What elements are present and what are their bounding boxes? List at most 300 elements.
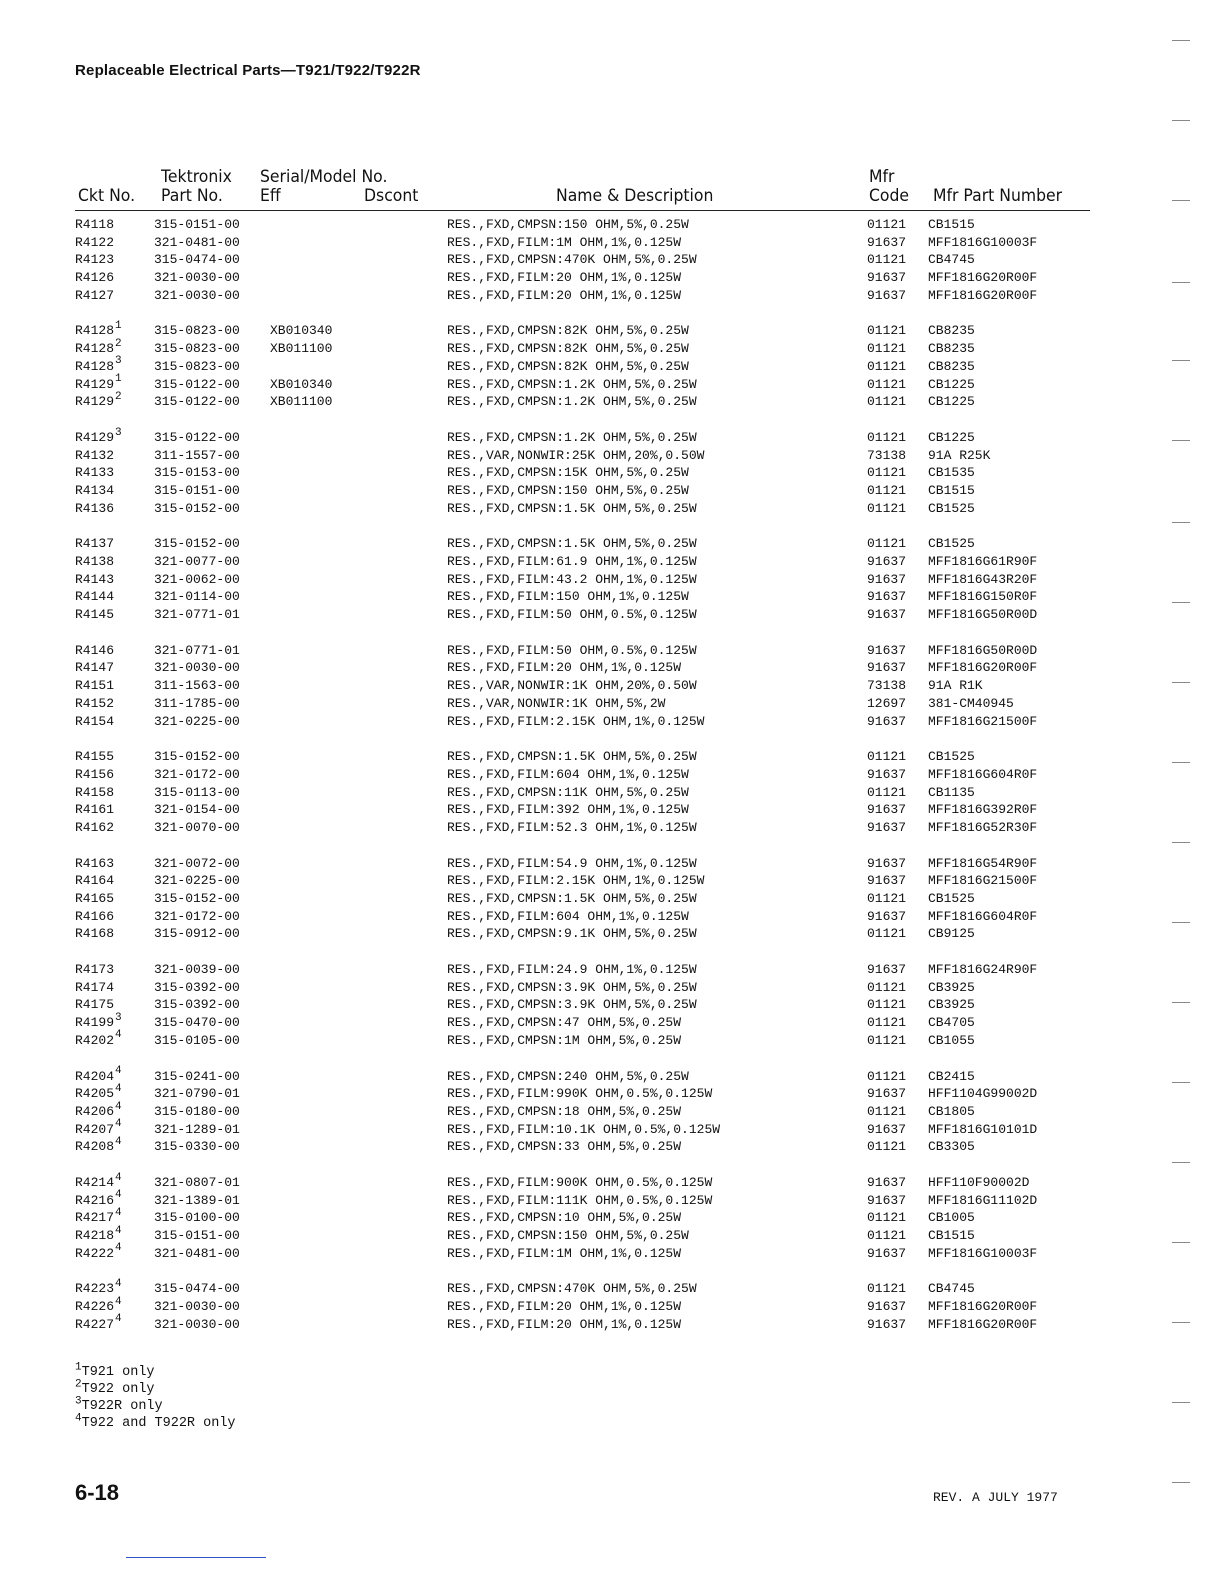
circuit-number	[75, 748, 114, 766]
name-description: RES.,FXD,CMPSN:1.2K OHM,5%,0.25W	[447, 429, 697, 445]
tektronix-part-number: 321-0481-00	[154, 1245, 240, 1261]
name-description: RES.,FXD,CMPSN:3.9K OHM,5%,0.25W	[447, 997, 697, 1013]
circuit-number-text: R4175	[75, 997, 115, 1013]
circuit-number-text: R4123	[75, 252, 115, 268]
circuit-number-text: R4136	[75, 500, 115, 516]
parts-table-body	[0, 216, 1224, 1351]
bottom-underline	[126, 1557, 266, 1558]
mfr-code: 12697	[867, 695, 907, 711]
footnote-mark: 4	[115, 1065, 122, 1078]
circuit-number	[75, 642, 114, 660]
mfr-code: 91637	[867, 802, 907, 818]
circuit-number	[75, 695, 114, 713]
tektronix-part-number: 321-0771-01	[154, 642, 240, 658]
circuit-number-text: R4128	[75, 358, 115, 374]
circuit-number	[75, 251, 114, 269]
mfr-code: 01121	[867, 1103, 907, 1119]
mfr-part-number: CB1225	[928, 376, 975, 392]
circuit-number-text: R4163	[75, 855, 115, 871]
mfr-code: 01121	[867, 997, 907, 1013]
mfr-code: 01121	[867, 1068, 907, 1084]
circuit-number-text: R4145	[75, 607, 115, 623]
mfr-code: 01121	[867, 429, 907, 445]
mfr-code: 91637	[867, 607, 907, 623]
footnote-mark: 4	[115, 1118, 122, 1131]
header-dscont: Dscont	[364, 186, 419, 206]
circuit-number	[75, 925, 114, 943]
margin-mark	[1172, 842, 1190, 843]
tektronix-part-number: 321-0039-00	[154, 962, 240, 978]
footnote-mark: 4	[115, 1171, 122, 1184]
tektronix-part-number: 311-1557-00	[154, 447, 240, 463]
table-row	[0, 1242, 1224, 1263]
circuit-number	[75, 1313, 122, 1334]
table-row	[0, 251, 1224, 269]
mfr-part-number: HFF110F90002D	[928, 1174, 1030, 1190]
mfr-part-number: MFF1816G20R00F	[928, 1299, 1038, 1315]
serial-eff: XB011100	[270, 394, 333, 410]
tektronix-part-number: 321-0030-00	[154, 1299, 240, 1315]
serial-eff: XB010340	[270, 323, 333, 339]
name-description: RES.,FXD,FILM:20 OHM,1%,0.125W	[447, 1299, 682, 1315]
circuit-number-text: R4202	[75, 1032, 115, 1048]
tektronix-part-number: 315-0152-00	[154, 891, 240, 906]
serial-eff: XB011100	[270, 341, 333, 357]
footnote-mark: 3	[115, 355, 122, 368]
table-row	[0, 535, 1224, 553]
name-description: RES.,FXD,CMPSN:1.2K OHM,5%,0.25W	[447, 376, 697, 392]
name-description: RES.,FXD,CMPSN:3.9K OHM,5%,0.25W	[447, 979, 697, 995]
circuit-number	[75, 269, 114, 287]
tektronix-part-number: 321-1389-01	[154, 1192, 240, 1208]
mfr-code: 01121	[867, 465, 907, 481]
mfr-code: 91637	[867, 270, 907, 286]
margin-mark	[1172, 120, 1190, 121]
table-row	[0, 390, 1224, 411]
footnote-mark: 4	[115, 1100, 122, 1113]
mfr-code: 73138	[867, 678, 907, 694]
tektronix-part-number: 321-0172-00	[154, 766, 240, 782]
mfr-code: 01121	[867, 1228, 907, 1243]
name-description: RES.,FXD,FILM:20 OHM,1%,0.125W	[447, 287, 682, 303]
footnote-mark: 4	[115, 1082, 122, 1095]
name-description: RES.,FXD,FILM:20 OHM,1%,0.125W	[447, 270, 682, 286]
row-group	[0, 426, 1224, 517]
table-row	[0, 784, 1224, 802]
mfr-part-number: MFF1816G20R00F	[928, 660, 1038, 676]
table-row	[0, 979, 1224, 997]
footnote-mark: 4	[115, 1295, 122, 1308]
header-tektronix: Tektronix	[161, 167, 232, 187]
name-description: RES.,FXD,CMPSN:150 OHM,5%,0.25W	[447, 482, 689, 498]
tektronix-part-number: 315-0823-00	[154, 323, 240, 339]
header-part-no: Part No.	[161, 186, 223, 206]
row-group	[0, 642, 1224, 730]
tektronix-part-number: 321-0062-00	[154, 571, 240, 587]
tektronix-part-number: 311-1563-00	[154, 678, 240, 694]
margin-mark	[1172, 1002, 1190, 1003]
mfr-part-number: CB3305	[928, 1139, 975, 1155]
circuit-number	[75, 571, 114, 589]
mfr-code: 73138	[867, 447, 907, 463]
table-row	[0, 426, 1224, 447]
mfr-code: 91637	[867, 1245, 907, 1261]
footnote-mark: 1	[115, 373, 122, 386]
mfr-code: 01121	[867, 217, 907, 232]
name-description: RES.,FXD,CMPSN:82K OHM,5%,0.25W	[447, 358, 689, 374]
mfr-code: 91637	[867, 1121, 907, 1137]
name-description: RES.,FXD,CMPSN:11K OHM,5%,0.25W	[447, 784, 689, 800]
name-description: RES.,FXD,FILM:20 OHM,1%,0.125W	[447, 1316, 682, 1332]
mfr-code: 91637	[867, 571, 907, 587]
margin-mark	[1172, 360, 1190, 361]
margin-mark	[1172, 1402, 1190, 1403]
name-description: RES.,FXD,FILM:1M OHM,1%,0.125W	[447, 1245, 682, 1261]
mfr-code: 01121	[867, 1032, 907, 1048]
circuit-number	[75, 1242, 122, 1263]
mfr-code: 91637	[867, 589, 907, 605]
circuit-number-text: R4143	[75, 571, 115, 587]
header-name-description: Name & Description	[556, 186, 714, 206]
circuit-number-text: R4134	[75, 482, 115, 498]
margin-mark	[1172, 40, 1190, 41]
footnote: $^3$T922R only	[75, 1395, 163, 1414]
table-row	[0, 464, 1224, 482]
mfr-code: 01121	[867, 979, 907, 995]
mfr-part-number: CB9125	[928, 926, 975, 942]
footnote-mark: 4	[115, 1206, 122, 1219]
mfr-code: 01121	[867, 891, 907, 906]
margin-mark	[1172, 922, 1190, 923]
tektronix-part-number: 315-0392-00	[154, 997, 240, 1013]
tektronix-part-number: 315-0122-00	[154, 394, 240, 410]
circuit-number	[75, 890, 114, 908]
tektronix-part-number: 315-0100-00	[154, 1210, 240, 1226]
name-description: RES.,FXD,FILM:54.9 OHM,1%,0.125W	[447, 855, 697, 871]
tektronix-part-number: 321-0077-00	[154, 554, 240, 569]
circuit-number	[75, 659, 114, 677]
name-description: RES.,FXD,FILM:990K OHM,0.5%,0.125W	[447, 1086, 713, 1102]
circuit-number	[75, 447, 114, 465]
table-row	[0, 287, 1224, 305]
mfr-code: 91637	[867, 908, 907, 924]
page-title: Replaceable Electrical Parts—T921/T922/T922R	[75, 62, 421, 79]
row-group	[0, 1280, 1224, 1333]
header-ckt-no: Ckt No.	[78, 186, 136, 206]
table-row	[0, 216, 1224, 234]
circuit-number	[75, 287, 114, 305]
footnote-mark: 3	[115, 1011, 122, 1024]
footnote-mark: 4	[115, 1278, 122, 1291]
circuit-number-text: R4147	[75, 660, 115, 676]
mfr-code: 01121	[867, 252, 907, 268]
table-row	[0, 642, 1224, 660]
mfr-code: 01121	[867, 482, 907, 498]
footnote-mark: 4	[115, 1189, 122, 1202]
circuit-number	[75, 482, 114, 500]
tektronix-part-number: 315-0392-00	[154, 979, 240, 995]
row-group	[0, 322, 1224, 410]
circuit-number-text: R4173	[75, 962, 115, 978]
circuit-number-text: R4146	[75, 642, 115, 658]
tektronix-part-number: 321-0225-00	[154, 713, 240, 729]
row-group	[0, 535, 1224, 623]
mfr-part-number: CB8235	[928, 358, 975, 374]
name-description: RES.,FXD,CMPSN:1.5K OHM,5%,0.25W	[447, 891, 697, 906]
table-row	[0, 659, 1224, 677]
circuit-number-text: R4154	[75, 713, 115, 729]
table-row	[0, 748, 1224, 766]
name-description: RES.,FXD,FILM:900K OHM,0.5%,0.125W	[447, 1174, 713, 1190]
mfr-part-number: MFF1816G11102D	[928, 1192, 1038, 1208]
tektronix-part-number: 315-0823-00	[154, 341, 240, 357]
tektronix-part-number: 321-0030-00	[154, 1316, 240, 1332]
circuit-number	[75, 1029, 122, 1050]
margin-mark	[1172, 440, 1190, 441]
name-description: RES.,FXD,FILM:20 OHM,1%,0.125W	[447, 660, 682, 676]
circuit-number-text: R4128	[75, 323, 115, 339]
tektronix-part-number: 321-0030-00	[154, 270, 240, 286]
circuit-number-text: R4133	[75, 465, 115, 481]
circuit-number-text: R4226	[75, 1299, 115, 1315]
mfr-code: 91637	[867, 873, 907, 889]
name-description: RES.,FXD,CMPSN:47 OHM,5%,0.25W	[447, 1015, 682, 1031]
circuit-number-text: R4161	[75, 802, 115, 818]
header-mfr: Mfr	[869, 167, 895, 187]
table-row	[0, 1118, 1224, 1139]
mfr-code: 91637	[867, 554, 907, 569]
circuit-number-text: R4138	[75, 554, 115, 569]
tektronix-part-number: 315-0330-00	[154, 1139, 240, 1155]
table-row	[0, 337, 1224, 358]
table-row	[0, 872, 1224, 890]
mfr-code: 91637	[867, 1192, 907, 1208]
circuit-number-text: R4164	[75, 873, 115, 889]
margin-mark	[1172, 762, 1190, 763]
tektronix-part-number: 315-0470-00	[154, 1015, 240, 1031]
table-row	[0, 996, 1224, 1014]
circuit-number	[75, 872, 114, 890]
mfr-part-number: CB4745	[928, 1281, 975, 1297]
name-description: RES.,FXD,CMPSN:18 OHM,5%,0.25W	[447, 1103, 682, 1119]
header-rule	[75, 210, 1090, 211]
circuit-number-text: R4205	[75, 1086, 115, 1102]
circuit-number-text: R4214	[75, 1174, 115, 1190]
circuit-number-text: R4222	[75, 1245, 115, 1261]
tektronix-part-number: 321-0807-01	[154, 1174, 240, 1190]
margin-mark	[1172, 1082, 1190, 1083]
circuit-number-text: R4216	[75, 1192, 115, 1208]
circuit-number-text: R4165	[75, 891, 115, 906]
name-description: RES.,FXD,CMPSN:240 OHM,5%,0.25W	[447, 1068, 689, 1084]
tektronix-part-number: 315-0152-00	[154, 749, 240, 765]
mfr-part-number: MFF1816G20R00F	[928, 287, 1038, 303]
circuit-number-text: R4206	[75, 1103, 115, 1119]
table-row	[0, 588, 1224, 606]
name-description: RES.,FXD,FILM:2.15K OHM,1%,0.125W	[447, 873, 705, 889]
mfr-code: 91637	[867, 962, 907, 978]
header-mfr-part-number: Mfr Part Number	[933, 186, 1063, 206]
footnote-mark: 4	[115, 1313, 122, 1326]
circuit-number	[75, 855, 114, 873]
mfr-code: 01121	[867, 358, 907, 374]
circuit-number-text: R4118	[75, 217, 115, 232]
circuit-number	[75, 677, 114, 695]
row-group	[0, 216, 1224, 304]
circuit-number-text: R4128	[75, 341, 115, 357]
mfr-code: 91637	[867, 1316, 907, 1332]
table-row	[0, 322, 1224, 340]
circuit-number-text: R4156	[75, 766, 115, 782]
table-row	[0, 606, 1224, 624]
name-description: RES.,FXD,FILM:61.9 OHM,1%,0.125W	[447, 554, 697, 569]
tektronix-part-number: 321-0172-00	[154, 908, 240, 924]
name-description: RES.,VAR,NONWIR:1K OHM,5%,2W	[447, 695, 666, 711]
circuit-number-text: R4207	[75, 1121, 115, 1137]
circuit-number-text: R4166	[75, 908, 115, 924]
circuit-number-text: R4162	[75, 819, 115, 835]
mfr-part-number: CB4745	[928, 252, 975, 268]
tektronix-part-number: 321-0154-00	[154, 802, 240, 818]
circuit-number	[75, 390, 122, 411]
name-description: RES.,FXD,CMPSN:470K OHM,5%,0.25W	[447, 1281, 697, 1297]
mfr-code: 91637	[867, 1086, 907, 1102]
tektronix-part-number: 315-0241-00	[154, 1068, 240, 1084]
page-number: 6-18	[75, 1480, 120, 1505]
footnotes	[75, 1361, 236, 1432]
circuit-number-text: R4151	[75, 678, 115, 694]
name-description: RES.,FXD,FILM:50 OHM,0.5%,0.125W	[447, 607, 697, 623]
mfr-code: 01121	[867, 1015, 907, 1031]
mfr-code: 91637	[867, 642, 907, 658]
mfr-part-number: 91A R1K	[928, 678, 983, 694]
table-row	[0, 925, 1224, 943]
table-row	[0, 1313, 1224, 1334]
circuit-number	[75, 961, 114, 979]
mfr-code: 01121	[867, 536, 907, 552]
mfr-code: 01121	[867, 394, 907, 410]
name-description: RES.,FXD,CMPSN:10 OHM,5%,0.25W	[447, 1210, 682, 1226]
footnote-mark: 1	[115, 320, 122, 333]
mfr-part-number: CB1515	[928, 482, 975, 498]
circuit-number	[75, 535, 114, 553]
table-row	[0, 1082, 1224, 1103]
table-row	[0, 1206, 1224, 1227]
table-row	[0, 890, 1224, 908]
mfr-part-number: CB3925	[928, 979, 975, 995]
footnote-mark: 4	[115, 1029, 122, 1042]
table-row	[0, 766, 1224, 784]
table-row	[0, 373, 1224, 394]
mfr-part-number: HFF1104G99002D	[928, 1086, 1038, 1102]
table-row	[0, 819, 1224, 837]
mfr-code: 91637	[867, 855, 907, 871]
tektronix-part-number: 315-0152-00	[154, 500, 240, 516]
footnote-mark: 2	[115, 337, 122, 350]
mfr-part-number: MFF1816G10003F	[928, 234, 1038, 250]
tektronix-part-number: 311-1785-00	[154, 695, 240, 711]
circuit-number	[75, 801, 114, 819]
circuit-number	[75, 1135, 122, 1156]
mfr-part-number: MFF1816G21500F	[928, 873, 1038, 889]
mfr-code: 01121	[867, 1139, 907, 1155]
table-row	[0, 269, 1224, 287]
circuit-number	[75, 996, 114, 1014]
name-description: RES.,VAR,NONWIR:1K OHM,20%,0.50W	[447, 678, 697, 694]
mfr-part-number: MFF1816G150R0F	[928, 589, 1038, 605]
table-row	[0, 677, 1224, 695]
footnote-mark: 3	[115, 426, 122, 439]
tektronix-part-number: 321-0225-00	[154, 873, 240, 889]
mfr-part-number: MFF1816G20R00F	[928, 1316, 1038, 1332]
mfr-part-number: CB1525	[928, 536, 975, 552]
tektronix-part-number: 315-0151-00	[154, 217, 240, 232]
tektronix-part-number: 315-0912-00	[154, 926, 240, 942]
mfr-part-number: CB1225	[928, 429, 975, 445]
mfr-part-number: MFF1816G43R20F	[928, 571, 1038, 587]
name-description: RES.,FXD,CMPSN:150 OHM,5%,0.25W	[447, 1228, 689, 1243]
footnote-mark: 4	[115, 1224, 122, 1237]
footnote-mark: 2	[115, 390, 122, 403]
mfr-part-number: CB1135	[928, 784, 975, 800]
circuit-number-text: R4168	[75, 926, 115, 942]
mfr-part-number: MFF1816G50R00D	[928, 642, 1038, 658]
circuit-number	[75, 234, 114, 252]
circuit-number	[75, 216, 114, 234]
table-row	[0, 447, 1224, 465]
circuit-number	[75, 713, 114, 731]
name-description: RES.,FXD,FILM:2.15K OHM,1%,0.125W	[447, 713, 705, 729]
table-row	[0, 801, 1224, 819]
mfr-code: 91637	[867, 1299, 907, 1315]
name-description: RES.,FXD,FILM:150 OHM,1%,0.125W	[447, 589, 689, 605]
mfr-code: 01121	[867, 1281, 907, 1297]
name-description: RES.,FXD,CMPSN:9.1K OHM,5%,0.25W	[447, 926, 697, 942]
name-description: RES.,FXD,CMPSN:15K OHM,5%,0.25W	[447, 465, 689, 481]
table-row	[0, 234, 1224, 252]
margin-mark	[1172, 282, 1190, 283]
circuit-number	[75, 908, 114, 926]
mfr-code: 91637	[867, 234, 907, 250]
mfr-part-number: MFF1816G20R00F	[928, 270, 1038, 286]
tektronix-part-number: 315-0151-00	[154, 482, 240, 498]
tektronix-part-number: 321-0481-00	[154, 234, 240, 250]
table-row	[0, 553, 1224, 571]
mfr-part-number: CB1055	[928, 1032, 975, 1048]
name-description: RES.,FXD,CMPSN:82K OHM,5%,0.25W	[447, 341, 689, 357]
margin-mark	[1172, 200, 1190, 201]
margin-mark	[1172, 1322, 1190, 1323]
row-group	[0, 748, 1224, 836]
margin-mark	[1172, 602, 1190, 603]
table-row	[0, 355, 1224, 376]
circuit-number-text: R4199	[75, 1015, 115, 1031]
name-description: RES.,FXD,FILM:392 OHM,1%,0.125W	[447, 802, 689, 818]
name-description: RES.,FXD,FILM:50 OHM,0.5%,0.125W	[447, 642, 697, 658]
name-description: RES.,FXD,FILM:52.3 OHM,1%,0.125W	[447, 819, 697, 835]
circuit-number-text: R4158	[75, 784, 115, 800]
mfr-part-number: CB1225	[928, 394, 975, 410]
name-description: RES.,FXD,CMPSN:82K OHM,5%,0.25W	[447, 323, 689, 339]
name-description: RES.,FXD,CMPSN:1.5K OHM,5%,0.25W	[447, 749, 697, 765]
name-description: RES.,FXD,FILM:604 OHM,1%,0.125W	[447, 908, 689, 924]
tektronix-part-number: 315-0474-00	[154, 1281, 240, 1297]
circuit-number-text: R4144	[75, 589, 115, 605]
mfr-part-number: CB1525	[928, 749, 975, 765]
mfr-part-number: CB8235	[928, 341, 975, 357]
footnote: $^1$T921 only	[75, 1361, 155, 1380]
circuit-number-text: R4152	[75, 695, 115, 711]
